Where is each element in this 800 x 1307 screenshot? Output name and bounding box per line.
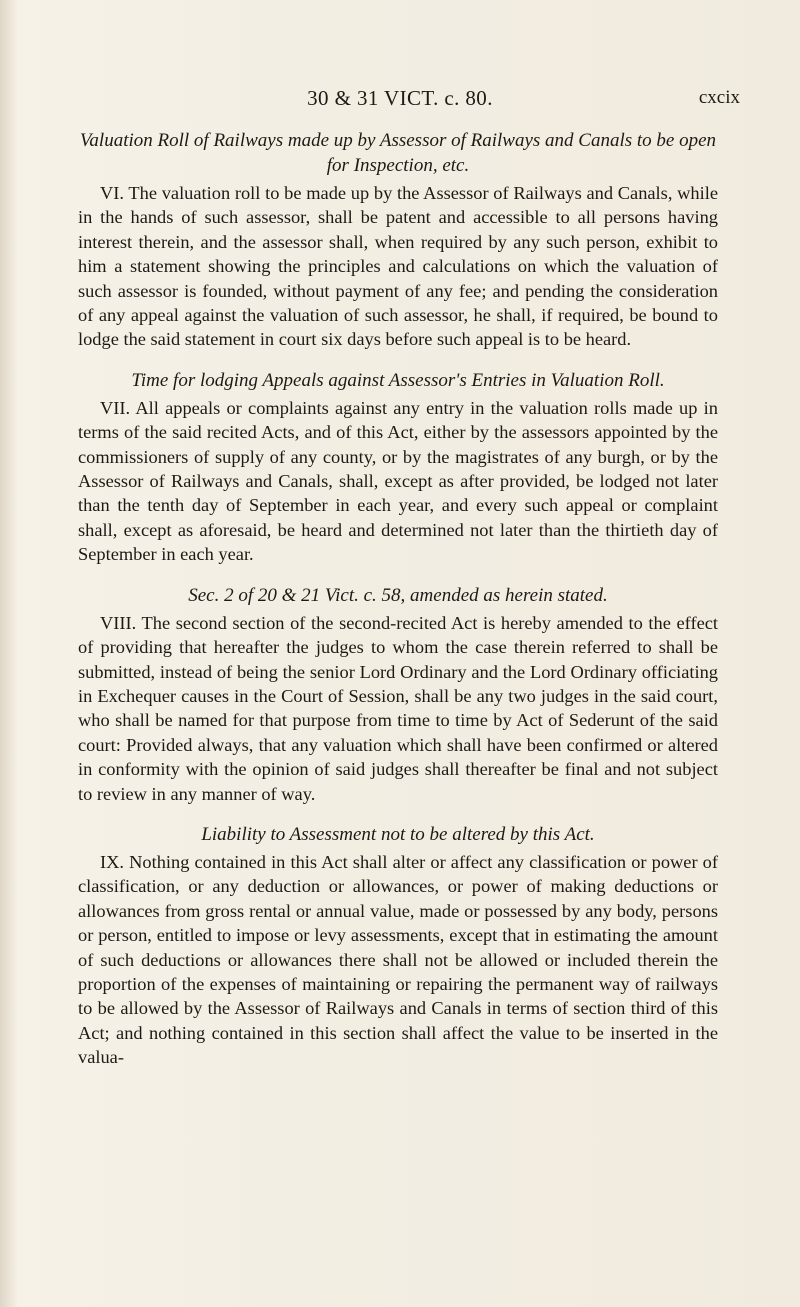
section-ix [78,822,718,1070]
section-vi [78,128,718,352]
section-paragraph: IX. Nothing contained in this Act shall alter or affect any classification or power of classification, or any deduction or allowances, or power of making deductions or allowances from gross rental or annual value, made or possessed by any body, persons or person, entitled to impose or levy assessments, except that in estimating the amount of such deductions or allowances there shall not be allowed or included therein the proportion of the expenses of maintaining or repairing the permanent way of railways to be allowed by the Assessor of Railways and Canals in terms of section third of this Act; and nothing contained in this section shall affect the value to be inserted in the valua- [78,851,718,1068]
section-paragraph: VIII. The second section of the second-recited Act is hereby amended to the effect of providing that hereafter the judges to whom the case therein referred to shall be submitted, instead of being the senior Lord Ordinary and the Lord Ordinary officiating in Exchequer causes in the Court of Session, shall be any two judges in the said court, who shall be named for that purpose from time to time by Act of Sederunt of the said court: Provided always, that any valuation which shall have been confirmed or altered in conformity with the opinion of said judges shall thereafter be final and not subject to review in any manner of way. [78,612,718,804]
section-vii [78,368,718,567]
section-paragraph: VII. All appeals or complaints against any entry in the valuation rolls made up in terms of the said recited Acts, and of this Act, either by the assessors appointed by the commissioners of supply of any county, or by the magistrates of any burgh, or by the Assessor of Railways and Canals, shall, except as after provided, be lodged not later than the tenth day of September in each year, and every such appeal or complaint shall, except as aforesaid, be heard and determined not later than the thirtieth day of September in each year. [78,397,718,565]
section-heading: Sec. 2 of 20 & 21 Vict. c. 58, amended as herein stated. [188,584,608,606]
section-heading: Liability to Assessment not to be altered by this Act. [201,823,595,845]
section-paragraph: VI. The valuation roll to be made up by the Assessor of Railways and Canals, while in the hands of such assessor, shall be patent and accessible to all persons having interest therein, and the assessor shall, when required by any such person, exhibit to him a statement showing the principles and calculations on which the valuation of such assessor is founded, without payment of any fee; and pending the consideration of any appeal against the valuation of such assessor, he shall, if required, be bound to lodge the said statement in court six days before such appeal is to be heard. [78,183,718,350]
page-number: cxcix [698,87,740,108]
running-title: 30 & 31 VICT. c. 80. [307,86,493,110]
section-viii [78,583,718,806]
section-heading: Valuation Roll of Railways made up by Assessor of Railways and Canals to be open for Inspection, etc. [79,130,717,176]
page-body [78,126,718,1086]
section-heading: Time for lodging Appeals against Assessor's Entries in Valuation Roll. [131,369,665,391]
running-head [60,86,740,116]
page-binding-shadow [0,0,18,1307]
